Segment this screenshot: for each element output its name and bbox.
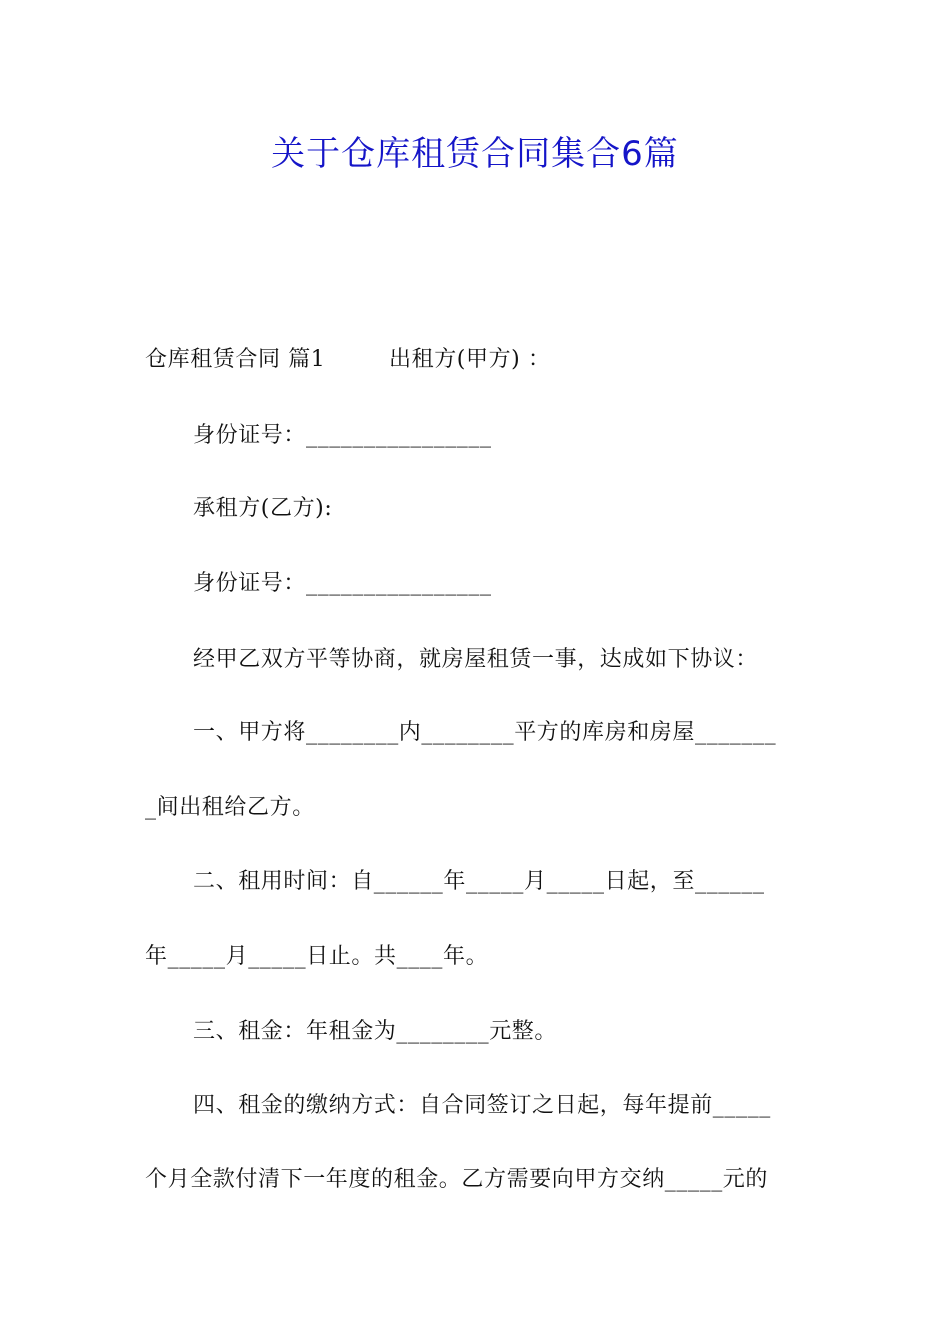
contract-heading: 仓库租赁合同 篇1: [145, 347, 326, 372]
clause-2-line-1: 二、租用时间：自______年_____月_____日起，至______: [193, 869, 765, 894]
clause-2-line-2: 年_____月_____日止。共____年。: [145, 944, 489, 969]
lessee-id-line: 身份证号：________________: [193, 571, 492, 596]
clause-1-line-1: 一、甲方将________内________平方的库房和房屋_______: [193, 720, 777, 745]
lessor-label: 出租方(甲方) ：: [389, 347, 551, 372]
document-title: 关于仓库租赁合同集合6篇: [271, 134, 679, 174]
clause-1-line-2: _间出租给乙方。: [145, 795, 315, 820]
lessor-id-line: 身份证号：________________: [193, 423, 492, 448]
clause-4-line-1: 四、租金的缴纳方式：自合同签订之日起，每年提前_____: [193, 1093, 771, 1118]
lessee-label: 承租方(乙方):: [193, 496, 333, 521]
clause-4-line-2: 个月全款付清下一年度的租金。乙方需要向甲方交纳_____元的: [145, 1167, 769, 1192]
clause-3-line: 三、租金：年租金为________元整。: [193, 1019, 558, 1044]
agreement-intro: 经甲乙双方平等协商，就房屋租赁一事，达成如下协议：: [193, 647, 759, 672]
